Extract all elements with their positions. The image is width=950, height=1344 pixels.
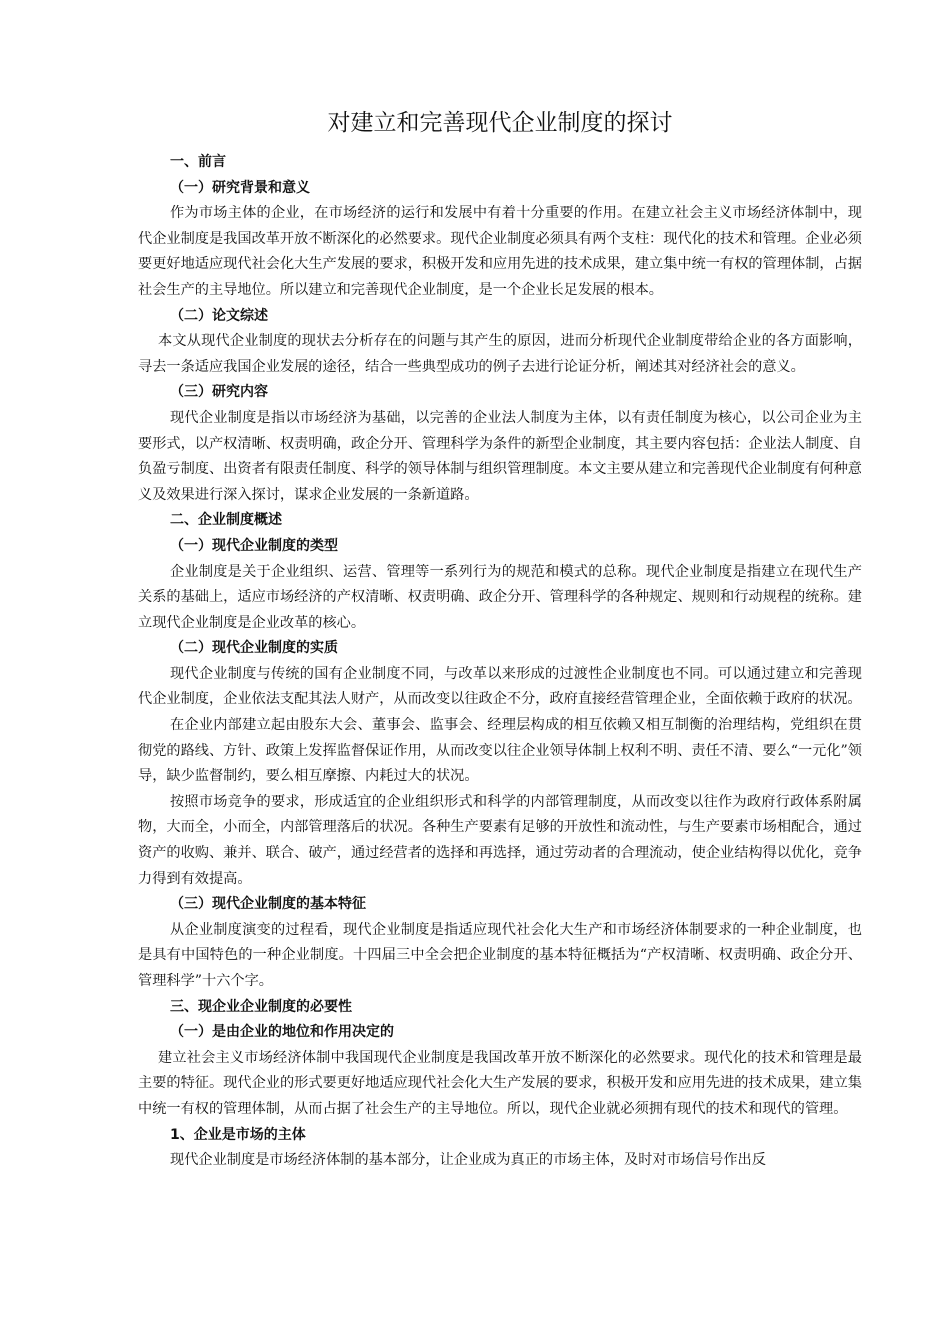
subsection-heading: （三）研究内容: [170, 384, 268, 401]
section-heading: 二、企业制度概述: [170, 512, 282, 529]
subsection-heading: （一）研究背景和意义: [170, 179, 310, 196]
document-page: [138, 108, 862, 1174]
paragraph: 本文从现代企业制度的现状去分析存在的问题与其产生的原因，进而分析现代企业制度带给企业的各方面影响，寻去一条适应我国企业发展的途径，结合一些典型成功的例子去进行论证分析，阐述其对经济社会的意义。: [138, 333, 862, 375]
paragraph: 建立社会主义市场经济体制中我国现代企业制度是我国改革开放不断深化的必然要求。现代化的技术和管理是最主要的特征。现代企业的形式要更好地适应现代社会化大生产发展的要求，积极开发和应用先进的技术成果，建立集中统一有权的管理体制，从而占据了社会生产的主导地位。所以，现代企业就必须拥有现代的技术和现代的管理。: [138, 1049, 862, 1117]
paragraph: 按照市场竞争的要求，形成适宜的企业组织形式和科学的内部管理制度，从而改变以往作为政府行政体系附属物，大而全，小而全，内部管理落后的状况。各种生产要素有足够的开放性和流动性，与生产要素市场相配合，通过资产的收购、兼并、联合、破产，通过经营者的选择和再选择，通过劳动者的合理流动，使企业结构得以优化，竞争力得到有效提高。: [138, 793, 862, 887]
subsection-heading: （三）现代企业制度的基本特征: [170, 896, 366, 913]
paragraph: 从企业制度演变的过程看，现代企业制度是指适应现代社会化大生产和市场经济体制要求的一种企业制度，也是具有中国特色的一种企业制度。十四届三中全会把企业制度的基本特征概括为“产权清晰、权责明确、政企分开、管理科学”十六个字。: [138, 921, 862, 989]
subsection-heading: （一）是由企业的地位和作用决定的: [170, 1024, 394, 1041]
paragraph: 企业制度是关于企业组织、运营、管理等一系列行为的规范和模式的总称。现代企业制度是指建立在现代生产关系的基础上，适应市场经济的产权清晰、权责明确、政企分开、管理科学的各种规定、规则和行动规程的统称。建立现代企业制度是企业改革的核心。: [138, 563, 862, 631]
paragraph: 在企业内部建立起由股东大会、董事会、监事会、经理层构成的相互依赖又相互制衡的治理结构，党组织在贯彻党的路线、方针、政策上发挥监督保证作用，从而改变以往企业领导体制上权利不明、责任不清、要么“一元化”领导，缺少监督制约，要么相互摩擦、内耗过大的状况。: [138, 717, 862, 785]
subsection-heading: （一）现代企业制度的类型: [170, 537, 338, 554]
subsection-heading: （二）论文综述: [170, 307, 268, 324]
paragraph: 现代企业制度是指以市场经济为基础，以完善的企业法人制度为主体，以有责任制度为核心，以公司企业为主要形式，以产权清晰、权责明确，政企分开、管理科学为条件的新型企业制度，其主要内容包括：企业法人制度、自负盈亏制度、出资者有限责任制度、科学的领导体制与组织管理制度。本文主要从建立和完善现代企业制度有何种意义及效果进行深入探讨，谋求企业发展的一条新道路。: [138, 409, 862, 503]
paragraph: 作为市场主体的企业，在市场经济的运行和发展中有着十分重要的作用。在建立社会主义市场经济体制中，现代企业制度是我国改革开放不断深化的必然要求。现代企业制度必须具有两个支柱：现代化的技术和管理。企业必须要更好地适应现代社会化大生产发展的要求，积极开发和应用先进的技术成果，建立集中统一有权的管理体制，占据社会生产的主导地位。所以建立和完善现代企业制度，是一个企业长足发展的根本。: [138, 205, 862, 298]
subsection-heading: （二）现代企业制度的实质: [170, 640, 338, 657]
subsection-heading: 1、企业是市场的主体: [170, 1126, 306, 1143]
section-heading: 三、现企业企业制度的必要性: [170, 998, 352, 1015]
document-title: 对建立和完善现代企业制度的探讨: [327, 110, 673, 136]
document-body: [138, 150, 862, 1174]
paragraph: 现代企业制度是市场经济体制的基本部分，让企业成为真正的市场主体，及时对市场信号作出反: [170, 1152, 766, 1169]
section-heading: 一、前言: [170, 154, 226, 170]
paragraph: 现代企业制度与传统的国有企业制度不同，与改革以来形成的过渡性企业制度也不同。可以通过建立和完善现代企业制度，企业依法支配其法人财产，从而改变以往政企不分，政府直接经营管理企业，全面依赖于政府的状况。: [138, 665, 862, 708]
